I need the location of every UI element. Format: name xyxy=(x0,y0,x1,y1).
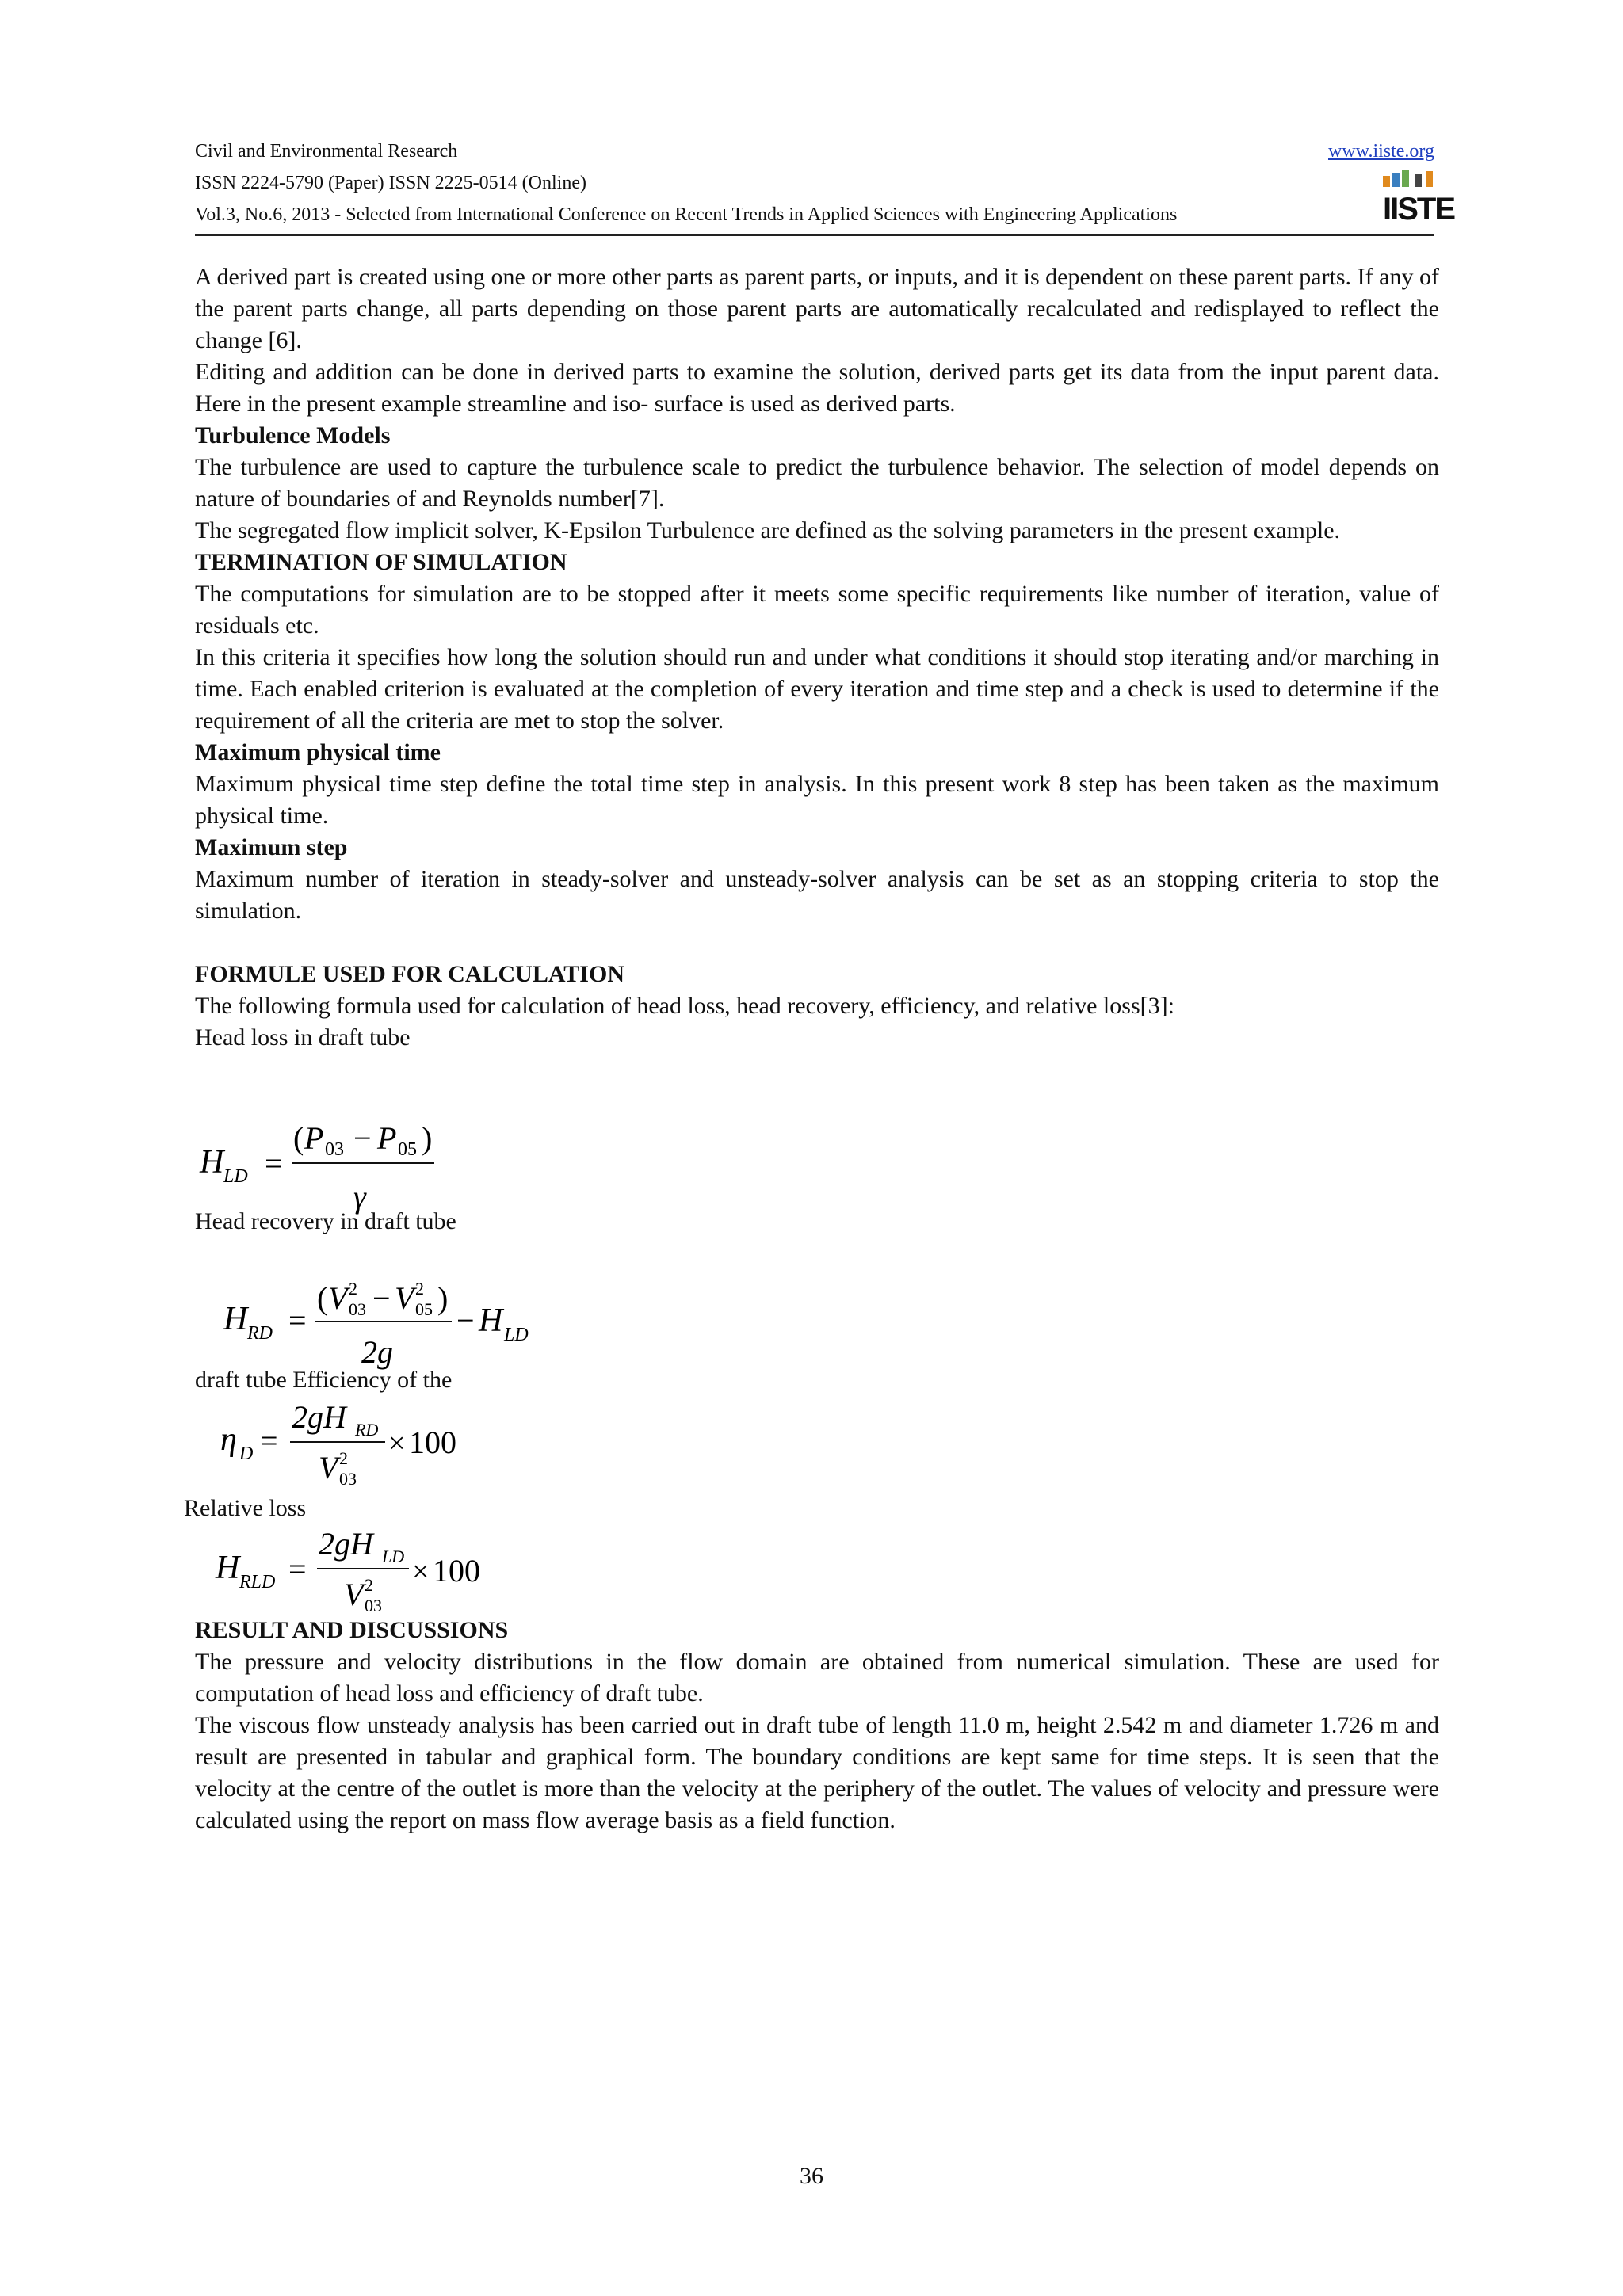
journal-issn: ISSN 2224-5790 (Paper) ISSN 2225-0514 (Online) xyxy=(195,173,586,193)
svg-text:η: η xyxy=(220,1421,237,1458)
svg-text:P: P xyxy=(377,1120,397,1156)
formula-equals: = xyxy=(265,1146,283,1181)
formula-label: Head recovery in draft tube xyxy=(195,1208,456,1234)
journal-title: Civil and Environmental Research xyxy=(195,141,458,162)
svg-text:RD: RD xyxy=(247,1323,273,1344)
section-heading: Turbulence Models xyxy=(195,422,391,448)
journal-volume: Vol.3, No.6, 2013 - Selected from International Conference on Recent Trends in Applied Sciences with Engineering Applications xyxy=(195,204,1178,225)
section-heading: FORMULE USED FOR CALCULATION xyxy=(195,961,624,987)
svg-text:H: H xyxy=(479,1302,503,1339)
paragraph: The segregated flow implicit solver, K-Epsilon Turbulence are defined as the solving parameters in the present example. xyxy=(195,517,1341,543)
formula-lhs-sub: LD xyxy=(223,1166,248,1187)
section-heading: TERMINATION OF SIMULATION xyxy=(195,549,567,575)
svg-text:03: 03 xyxy=(365,1596,382,1615)
svg-text:H: H xyxy=(216,1550,240,1586)
paragraph: The viscous flow unsteady analysis has been carried out in draft tube of length 11.0 m, height 2.542 m and diameter 1.726 m and result are presented in tabular and graphical form. The boundary conditions are kept same for time steps. It is seen that the velocity at the centre of the outlet is more than the velocity at the periphery of the outlet. The values of velocity and pressure were calculated using the report on mass flow average basis as a field function. xyxy=(195,1712,1439,1833)
formula-head-recovery xyxy=(222,1264,555,1375)
formula-label: draft tube Efficiency of the xyxy=(195,1367,453,1393)
iiste-logo xyxy=(1383,170,1455,228)
svg-text:03: 03 xyxy=(349,1299,366,1319)
svg-text:2g: 2g xyxy=(361,1334,393,1370)
header-rule xyxy=(195,234,1434,236)
section-heading: Maximum physical time xyxy=(195,739,441,765)
paragraph: Editing and addition can be done in derived parts to examine the solution, derived parts get its data from the input parent data. Here in the present example streamline and iso- surface is used as derived parts. xyxy=(195,359,1439,417)
svg-text:2gH: 2gH xyxy=(319,1526,373,1562)
svg-text:2: 2 xyxy=(339,1448,348,1468)
paragraph: The turbulence are used to capture the turbulence scale to predict the turbulence behavior. The selection of model depends on nature of boundaries of and Reynolds number[7]. xyxy=(195,454,1439,512)
svg-text:×: × xyxy=(412,1555,430,1589)
journal-header xyxy=(195,136,1434,166)
section-heading: Maximum step xyxy=(195,834,348,860)
svg-text:P: P xyxy=(304,1120,324,1156)
svg-text:×: × xyxy=(388,1427,406,1460)
paragraph: The computations for simulation are to be stopped after it meets some specific requirements like number of iteration, value of residuals etc. xyxy=(195,581,1439,639)
paragraph: Maximum physical time step define the total time step in analysis. In this present work 8 step has been taken as the maximum physical time. xyxy=(195,771,1439,829)
formula-label: Head loss in draft tube xyxy=(195,1024,411,1051)
svg-text:−: − xyxy=(372,1280,391,1316)
formula-lhs: H xyxy=(200,1144,224,1180)
results-text xyxy=(195,1615,1439,1836)
svg-text:): ) xyxy=(422,1120,433,1156)
svg-text:LD: LD xyxy=(504,1325,529,1345)
paragraph: In this criteria it specifies how long the solution should run and under what conditions it should stop iterating and/or marching in time. Each enabled criterion is evaluated at the completion of every iteration and time step and a check is used to determine if the requirement of all the criteria are met to stop the solver. xyxy=(195,644,1439,734)
formula-head-loss xyxy=(198,1109,452,1220)
svg-text:V: V xyxy=(395,1280,414,1316)
page-number: 36 xyxy=(800,2163,823,2189)
journal-website-link[interactable]: www.iiste.org xyxy=(1328,141,1434,162)
svg-text:2: 2 xyxy=(415,1279,424,1299)
svg-text:100: 100 xyxy=(433,1553,480,1589)
svg-text:2gH: 2gH xyxy=(292,1399,346,1435)
formula-label: Relative loss xyxy=(184,1495,307,1521)
formula-denominator: γ xyxy=(353,1179,366,1215)
svg-text:=: = xyxy=(260,1423,278,1459)
svg-text:100: 100 xyxy=(409,1425,456,1460)
svg-text:RD: RD xyxy=(355,1420,379,1440)
svg-text:): ) xyxy=(437,1280,449,1316)
formula-efficiency xyxy=(219,1396,520,1491)
svg-text:2: 2 xyxy=(349,1279,357,1299)
svg-text:RLD: RLD xyxy=(239,1572,276,1592)
svg-text:03: 03 xyxy=(325,1139,344,1160)
svg-text:H: H xyxy=(223,1301,248,1337)
svg-text:(: ( xyxy=(317,1280,328,1316)
svg-text:05: 05 xyxy=(398,1139,417,1160)
svg-text:=: = xyxy=(288,1551,307,1587)
svg-text:03: 03 xyxy=(339,1469,357,1489)
logo-bars-icon xyxy=(1383,170,1435,187)
svg-text:(: ( xyxy=(293,1120,304,1156)
paragraph: Maximum number of iteration in steady-solver and unsteady-solver analysis can be set as an stopping criteria to stop the simulation. xyxy=(195,866,1439,924)
svg-text:−: − xyxy=(456,1302,475,1338)
svg-text:D: D xyxy=(239,1444,254,1464)
paragraph: The pressure and velocity distributions in the flow domain are obtained from numerical simulation. These are used for computation of head loss and efficiency of draft tube. xyxy=(195,1649,1439,1707)
paragraph: A derived part is created using one or more other parts as parent parts, or inputs, and it is dependent on these parent parts. If any of the parent parts change, all parts depending on those parent parts are automatically recalculated and redisplayed to reflect the change [6]. xyxy=(195,264,1439,353)
svg-text:05: 05 xyxy=(415,1299,433,1319)
svg-text:LD: LD xyxy=(382,1547,405,1566)
section-heading: RESULT AND DISCUSSIONS xyxy=(195,1617,509,1643)
svg-text:V: V xyxy=(328,1280,348,1316)
svg-text:=: = xyxy=(288,1302,307,1338)
svg-text:V: V xyxy=(344,1577,364,1612)
paragraph: The following formula used for calculation of head loss, head recovery, efficiency, and relative loss[3]: xyxy=(195,993,1174,1019)
formula-relative-loss xyxy=(214,1521,531,1616)
svg-text:V: V xyxy=(319,1450,338,1486)
logo-text: IISTE xyxy=(1383,192,1455,227)
svg-text:2: 2 xyxy=(365,1575,373,1595)
main-text xyxy=(195,261,1439,1054)
svg-text:−: − xyxy=(353,1120,372,1156)
